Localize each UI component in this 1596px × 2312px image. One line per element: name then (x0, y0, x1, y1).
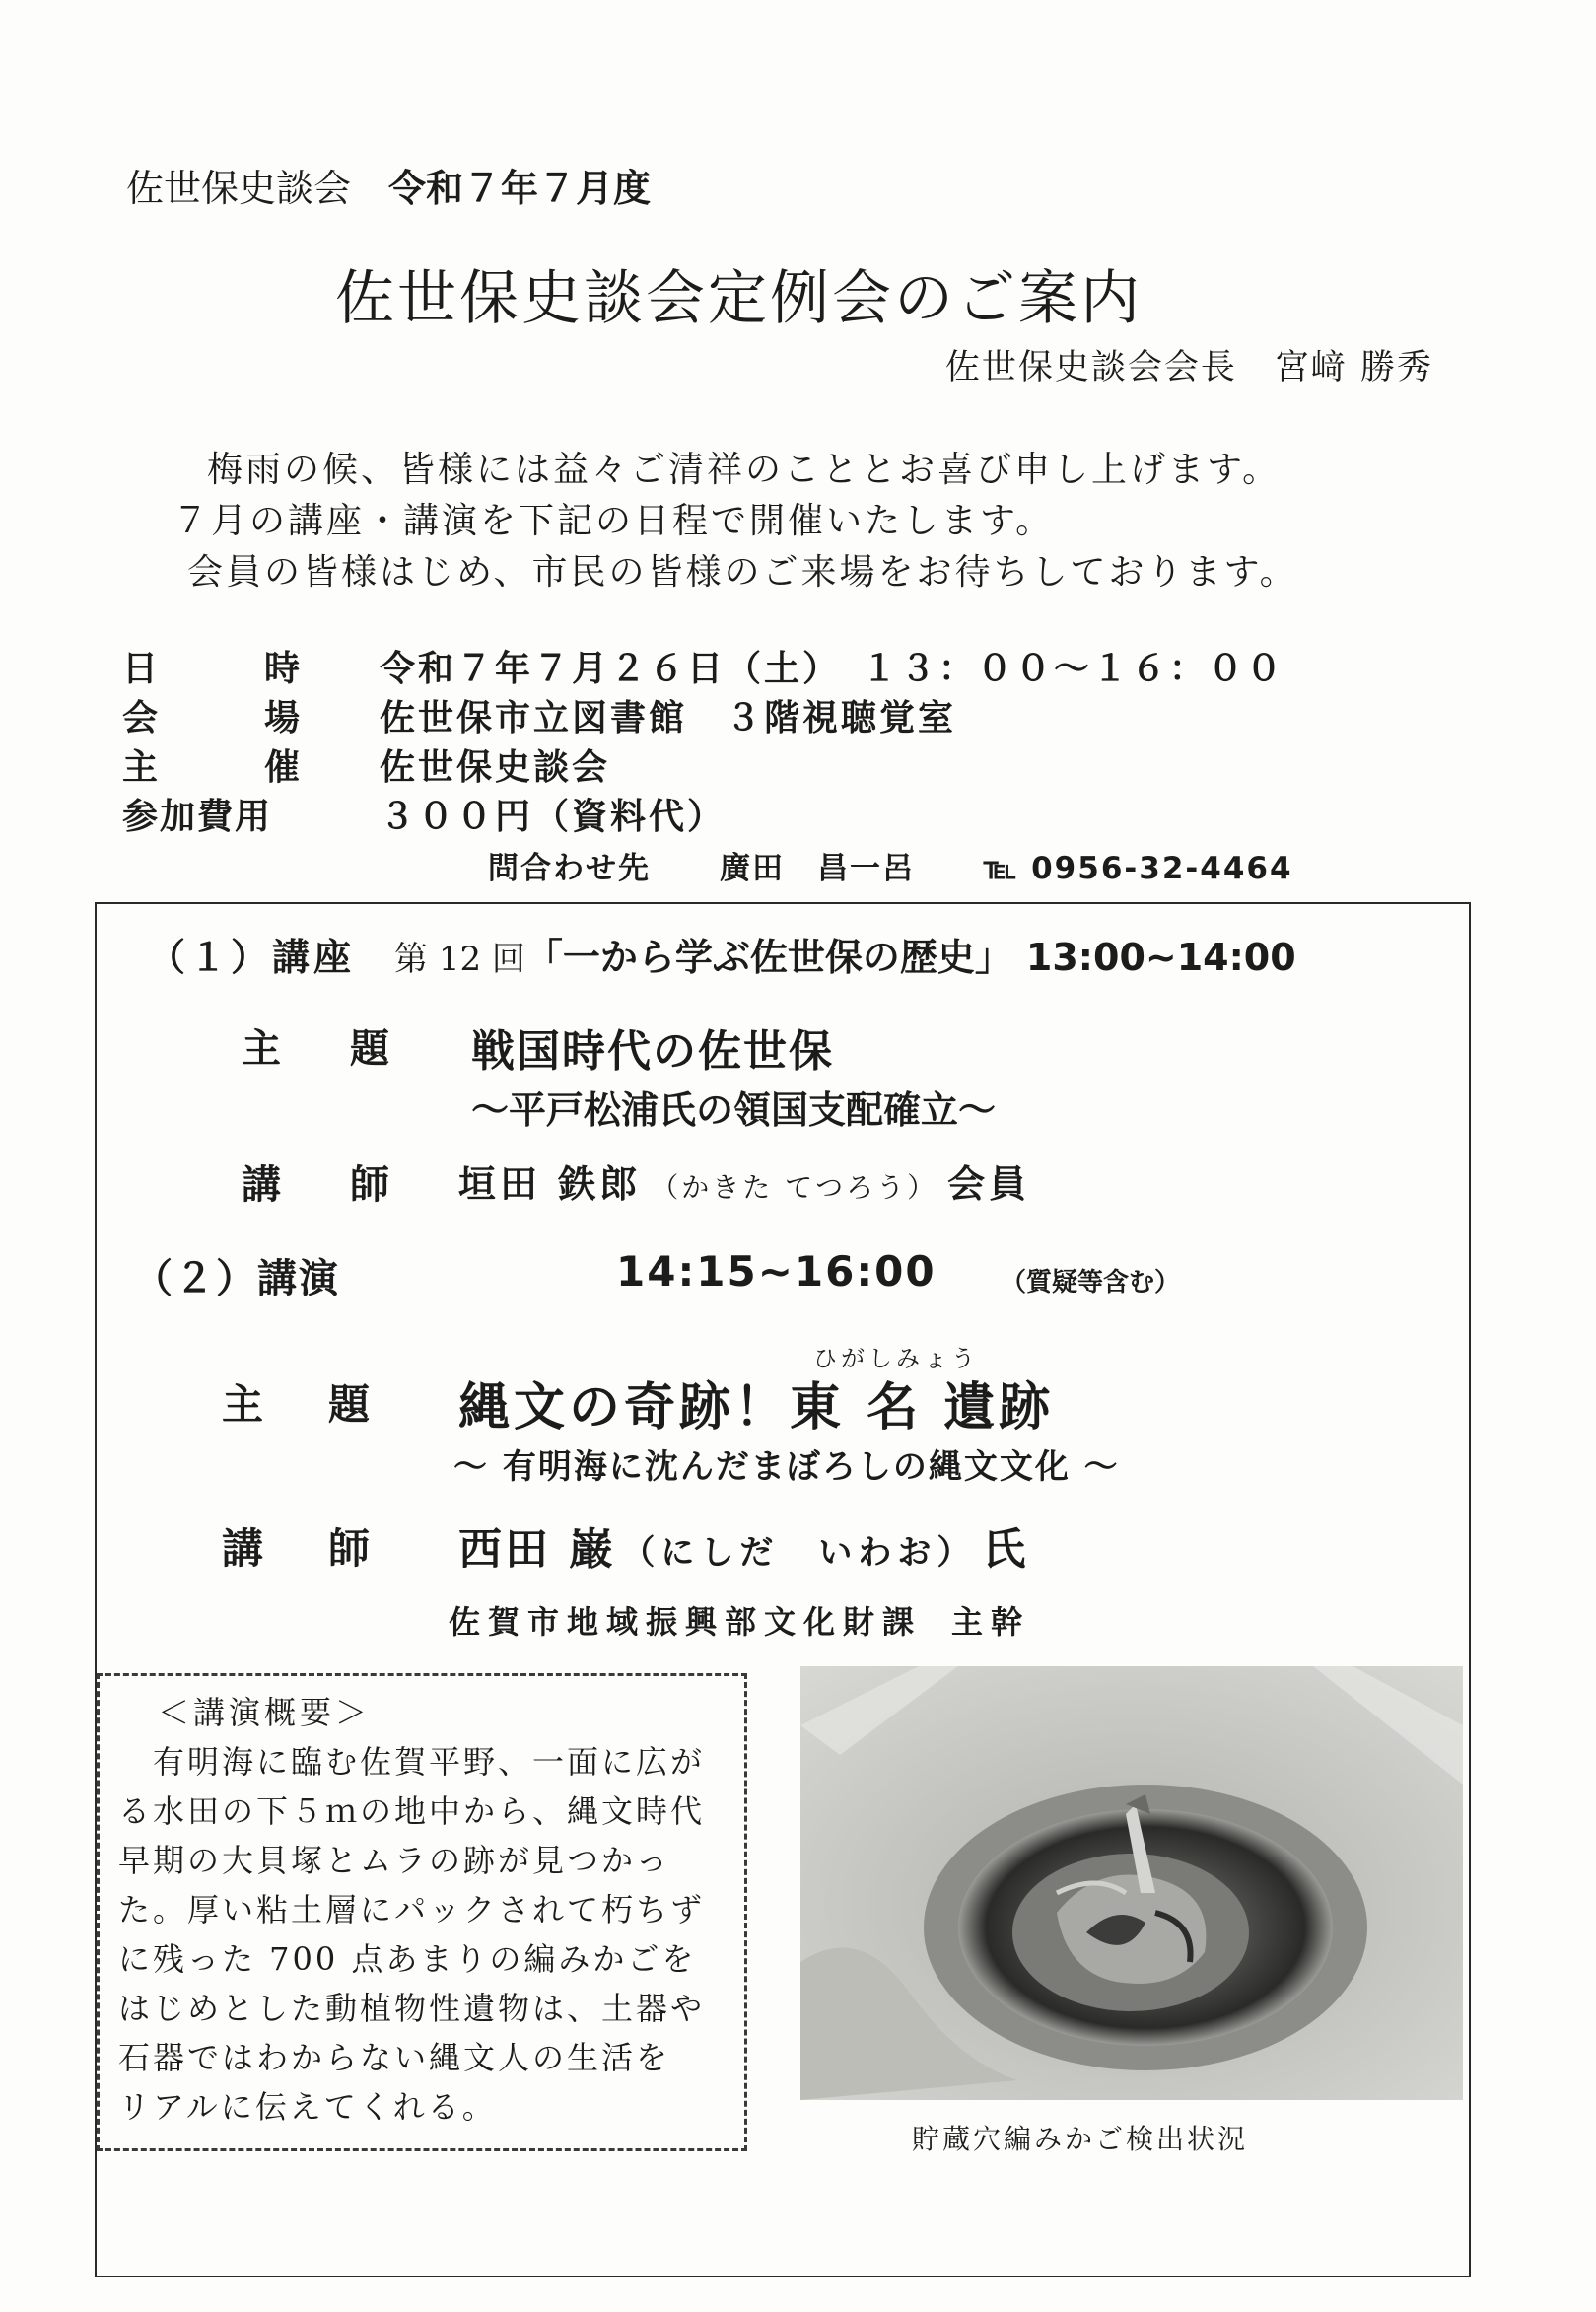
section1-lecturer-label: 講 師 (242, 1161, 389, 1208)
tel-icon: ℡ (984, 851, 1019, 886)
org-name: 佐世保史談会 (126, 167, 352, 210)
section2-note: （質疑等含む） (1001, 1268, 1181, 1297)
contact-name: 廣田 昌一呂 (720, 851, 915, 886)
section1-time: 13:00~14:00 (1025, 936, 1296, 979)
host-value: 佐世保史談会 (380, 746, 611, 788)
section1-series: 第 12 回 (394, 940, 525, 979)
contact-line (488, 843, 1293, 887)
excavation-photo (800, 1666, 1463, 2100)
summary-line: はじめとした動植物性遺物は、土器や (118, 1990, 706, 2027)
section2-theme: 縄文の奇跡！東 名 遺跡 (458, 1377, 1055, 1437)
president-title: 佐世保史談会会長 (944, 348, 1237, 387)
summary-line: に残った 700 点あまりの編みかごを (118, 1940, 697, 1978)
date-label: 日 時 (122, 648, 300, 689)
section1-label: （１）講座 (148, 935, 356, 979)
date-value: 令和７年７月２６日（土） １３：００〜１６：００ (380, 649, 1285, 689)
section2-time: 14:15~16:00 (616, 1247, 937, 1296)
section1-lecturer-suffix: 会員 (947, 1161, 1031, 1206)
greeting-line-2: ７月の講座・講演を下記の日程で開催いたします。 (173, 501, 1055, 541)
section2-lecturer (458, 1513, 1028, 1576)
org-line (126, 158, 651, 212)
excavation-photo-illustration (800, 1666, 1463, 2100)
section1-subtitle: 〜平戸松浦氏の領国支配確立〜 (471, 1088, 997, 1132)
section2-lecturer-reading: （にしだ いわお） (621, 1533, 977, 1573)
venue-label: 会 場 (122, 697, 300, 738)
summary-line: る水田の下５ｍの地中から、縄文時代 (118, 1792, 706, 1830)
section1-theme: 戦国時代の佐世保 (471, 1026, 834, 1077)
summary-line: 有明海に臨む佐賀平野、一面に広が (118, 1743, 706, 1781)
photo-caption: 貯蔵穴編みかご検出状況 (912, 2123, 1249, 2155)
section1-name: 「一から学ぶ佐世保の歴史」 (524, 935, 1012, 979)
host-label: 主 催 (122, 746, 300, 788)
summary-title: ＜講演概要＞ (158, 1694, 372, 1731)
section1-header (148, 927, 1296, 981)
section1-lecturer-reading: （かきた てつろう） (651, 1171, 938, 1204)
page-title: 佐世保史談会定例会のご案内 (335, 264, 1143, 333)
fee-value: ３００円（資料代） (380, 796, 727, 837)
section1-lecturer (458, 1154, 1030, 1208)
section1-lecturer-name: 垣田 鉄郎 (458, 1161, 642, 1206)
section2-lecturer-suffix: 氏 (982, 1524, 1029, 1575)
greeting-line-1: 梅雨の候、皆様には益々ご清祥のこととお喜び申し上げます。 (207, 450, 1282, 490)
section2-label: （２）講演 (133, 1255, 340, 1301)
summary-line: リアルに伝えてくれる。 (118, 2088, 497, 2126)
greeting-line-3: 会員の皆様はじめ、市民の皆様のご来場をお待ちしております。 (187, 552, 1298, 593)
contact-tel: 0956-32-4464 (1031, 851, 1293, 886)
fee-label: 参加費用 (122, 796, 273, 837)
summary-line: た。厚い粘土層にパックされて朽ちず (118, 1891, 706, 1928)
section2-subtitle: 〜 有明海に沈んだまぼろしの縄文文化 〜 (453, 1447, 1120, 1487)
venue-value: 佐世保市立図書館 ３階視聴覚室 (380, 697, 957, 738)
section2-affiliation (449, 1597, 1030, 1643)
president-name: 宮﨑 勝秀 (1274, 348, 1433, 387)
affiliation-dept: 佐賀市地域振興部文化財課 (449, 1603, 923, 1641)
summary-line: 石器ではわからない縄文人の生活を (118, 2039, 671, 2076)
section2-lecturer-name: 西田 巌 (458, 1524, 616, 1575)
affiliation-title: 主幹 (951, 1603, 1031, 1641)
section2-lecturer-label: 講 師 (222, 1524, 370, 1573)
section2-theme-label: 主 題 (222, 1380, 370, 1429)
month-label: 令和７年７月度 (388, 166, 652, 210)
summary-line: 早期の大貝塚とムラの跡が見つかっ (118, 1842, 671, 1879)
president-line (945, 340, 1433, 389)
section2-ruby: ひがしみょう (813, 1345, 979, 1372)
section1-theme-label: 主 題 (242, 1025, 389, 1072)
contact-label: 問合わせ先 (488, 851, 651, 886)
